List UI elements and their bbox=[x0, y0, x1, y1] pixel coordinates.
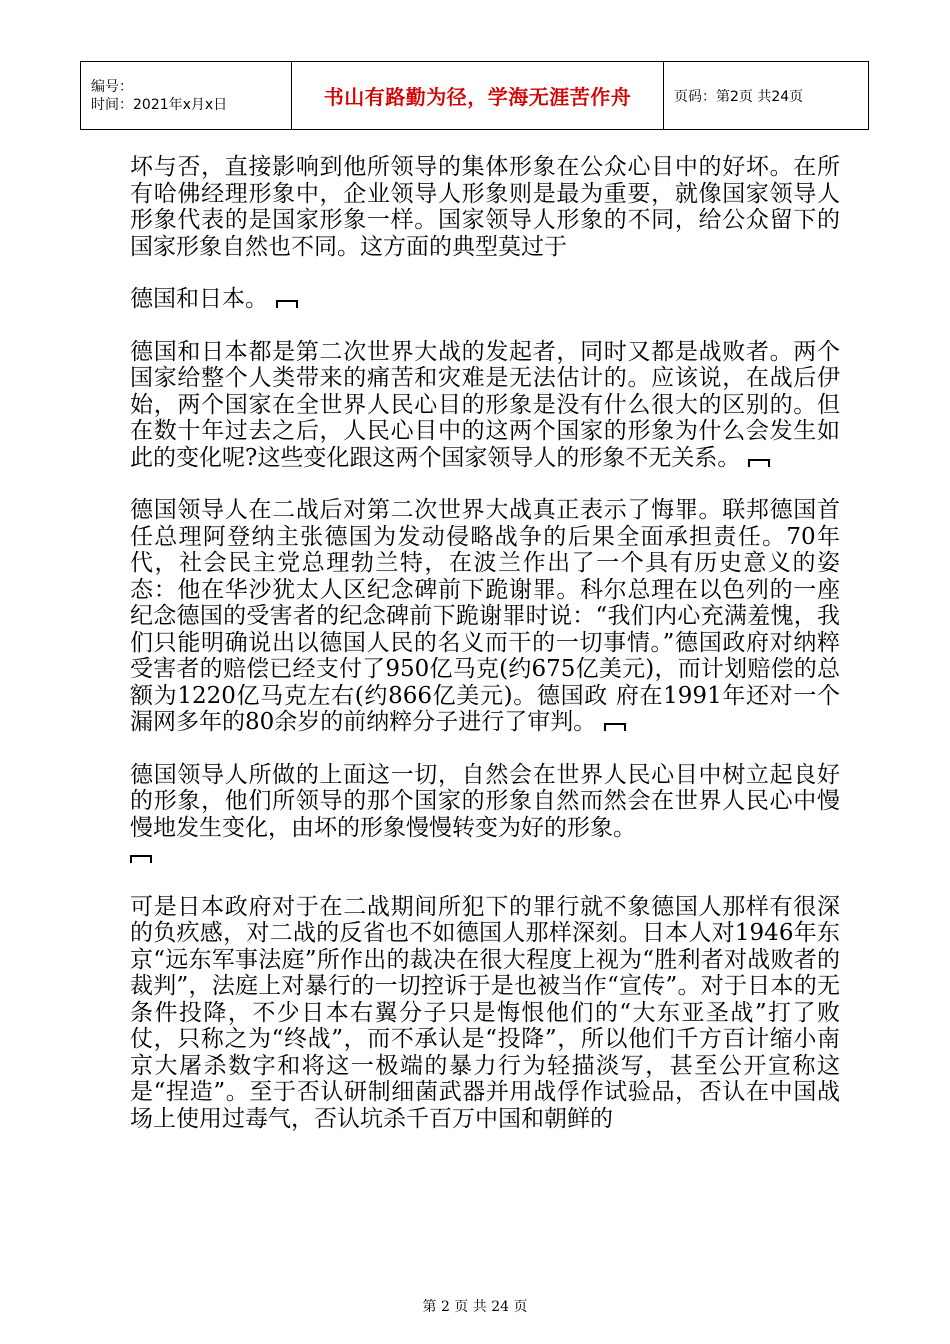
header-motto: 书山有路勤为径，学海无涯苦作舟 bbox=[292, 62, 664, 130]
paragraph-text: 德国和日本。 bbox=[130, 286, 268, 312]
paragraph-mark-icon bbox=[130, 855, 152, 863]
paragraph-text: 德国领导人在二战后对第二次世界大战真正表示了悔罪。联邦德国首任总理阿登纳主张德国为发动侵略战争的后果全面承担责任。70年代，社会民主党总理勃兰特，在波兰作出了一个具有历史意义的姿态：他在华沙犹太人区纪念碑前下跪谢罪。科尔总理在以色列的一座纪念德国的受害者的纪念碑前下跪谢罪时说：“我们内心充满羞愧，我们只能明确说出以德国人民的名义而干的一切事情。”德国政府对纳粹受害者的赔偿已经支付了950亿马克(约675亿美元)，而计划赔偿的总额为1220亿马克左右(约866亿美元)。德国政 府在1991年还对一个漏网多年的80余岁的前纳粹分子进行了审判。 bbox=[130, 497, 840, 735]
paragraph bbox=[130, 339, 840, 472]
paragraph: 坏与否，直接影响到他所领导的集体形象在公众心目中的好坏。在所有哈佛经理形象中，企业领导人形象则是最为重要，就像国家领导人形象代表的是国家形象一样。国家领导人形象的不同，给公众留下的国家形象自然也不同。这方面的典型莫过于 bbox=[130, 154, 840, 260]
paragraph-text: 德国领导人所做的上面这一切，自然会在世界人民心目中树立起良好的形象，他们所领导的那个国家的形象自然而然会在世界人民心中慢慢地发生变化，由坏的形象慢慢转变为好的形象。 bbox=[130, 761, 840, 841]
paragraph-mark-icon bbox=[604, 723, 626, 731]
paragraph bbox=[130, 497, 840, 736]
paragraph bbox=[130, 286, 840, 313]
page-footer: 第 2 页 共 24 页 bbox=[422, 1299, 528, 1315]
header-meta bbox=[81, 62, 292, 130]
document-body bbox=[130, 154, 840, 1132]
paragraph bbox=[130, 762, 840, 868]
number-label: 编号： bbox=[91, 78, 133, 95]
paragraph: 可是日本政府对于在二战期间所犯下的罪行就不象德国人那样有很深的负疚感，对二战的反省也不如德国人那样深刻。日本人对1946年东京“远东军事法庭”所作出的裁决在很大程度上视为“胜利者对战败者的裁判”，法庭上对暴行的一切控诉于是也被当作“宣传”。对于日本的无条件投降，不少日本右翼分子只是悔恨他们的“大东亚圣战”打了败仗，只称之为“终战”，而不承认是“投降”，所以他们千方百计缩小南京大屠杀数字和将这一极端的暴力行为轻描淡写，甚至公开宣称这是“捏造”。至于否认研制细菌武器并用战俘作试验品，否认在中国战 场上使用过毒气，否认坑杀千百万中国和朝鲜的 bbox=[130, 893, 840, 1132]
time-label: 时间：2021年x月x日 bbox=[91, 96, 228, 113]
paragraph-mark-icon bbox=[276, 300, 298, 308]
paragraph-mark-icon bbox=[748, 459, 770, 467]
document-header bbox=[80, 61, 869, 130]
header-page-info: 页码：第2页 共24页 bbox=[664, 62, 869, 130]
paragraph-text: 德国和日本都是第二次世界大战的发起者，同时又都是战败者。两个国家给整个人类带来的痛苦和灾难是无法估计的。应该说，在战后伊始，两个国家在全世界人民心目的形象是没有什么很大的区别的。但在数十年过去之后，人民心目中的这两个国家的形象为什么会发生如此的变化呢?这些变化跟这两个国家领导人的形象不无关系。 bbox=[130, 338, 840, 471]
